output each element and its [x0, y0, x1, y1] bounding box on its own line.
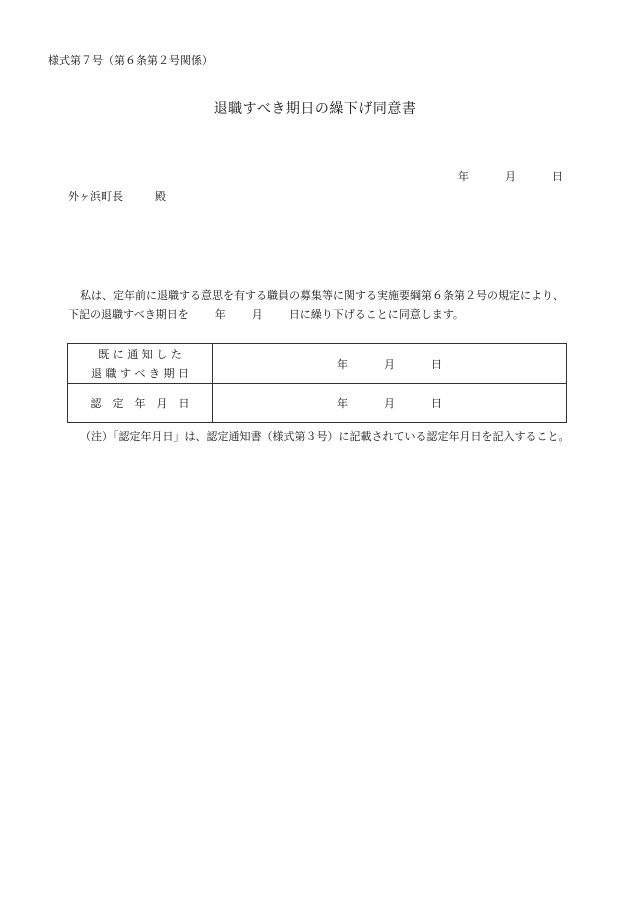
addressee — [68, 188, 166, 204]
consent-year: 年 — [214, 308, 226, 321]
consent-month: 月 — [251, 308, 263, 321]
consent-suffix: 日に繰り下げることに同意します。 — [288, 308, 464, 321]
date-year: 年 — [458, 170, 469, 183]
date-month: 月 — [505, 170, 516, 183]
date-line — [458, 168, 563, 184]
approval-date-label: 認 定 年 月 日 — [68, 384, 213, 423]
notified-date-field[interactable]: 年 月 日 — [213, 344, 567, 384]
date-day: 日 — [552, 170, 563, 183]
note-text: （注）「認定年月日」は、認定通知書（様式第３号）に記載されている認定年月日を記入すること。 — [80, 430, 570, 443]
approval-date-field[interactable]: 年 月 日 — [213, 384, 567, 423]
notified-date-label: 既 に 通 知 し た 退 職 す べ き 期 日 — [68, 344, 213, 384]
page-title: 退職すべき期日の繰下げ同意書 — [213, 101, 417, 117]
addressee-name: 外ヶ浜町長 — [68, 190, 123, 203]
form-number: 様式第７号（第６条第２号関係） — [48, 54, 213, 67]
table-row — [68, 344, 567, 384]
addressee-honorific: 殿 — [155, 190, 166, 203]
consent-text-line-1: 私は、定年前に退職する意思を有する職員の募集等に関する実施要綱第６条第２号の規定により、 — [80, 289, 564, 302]
consent-text-line-2 — [68, 306, 464, 322]
consent-prefix: 下記の退職すべき期日を — [68, 308, 189, 321]
table-row — [68, 384, 567, 423]
date-table — [67, 343, 567, 423]
